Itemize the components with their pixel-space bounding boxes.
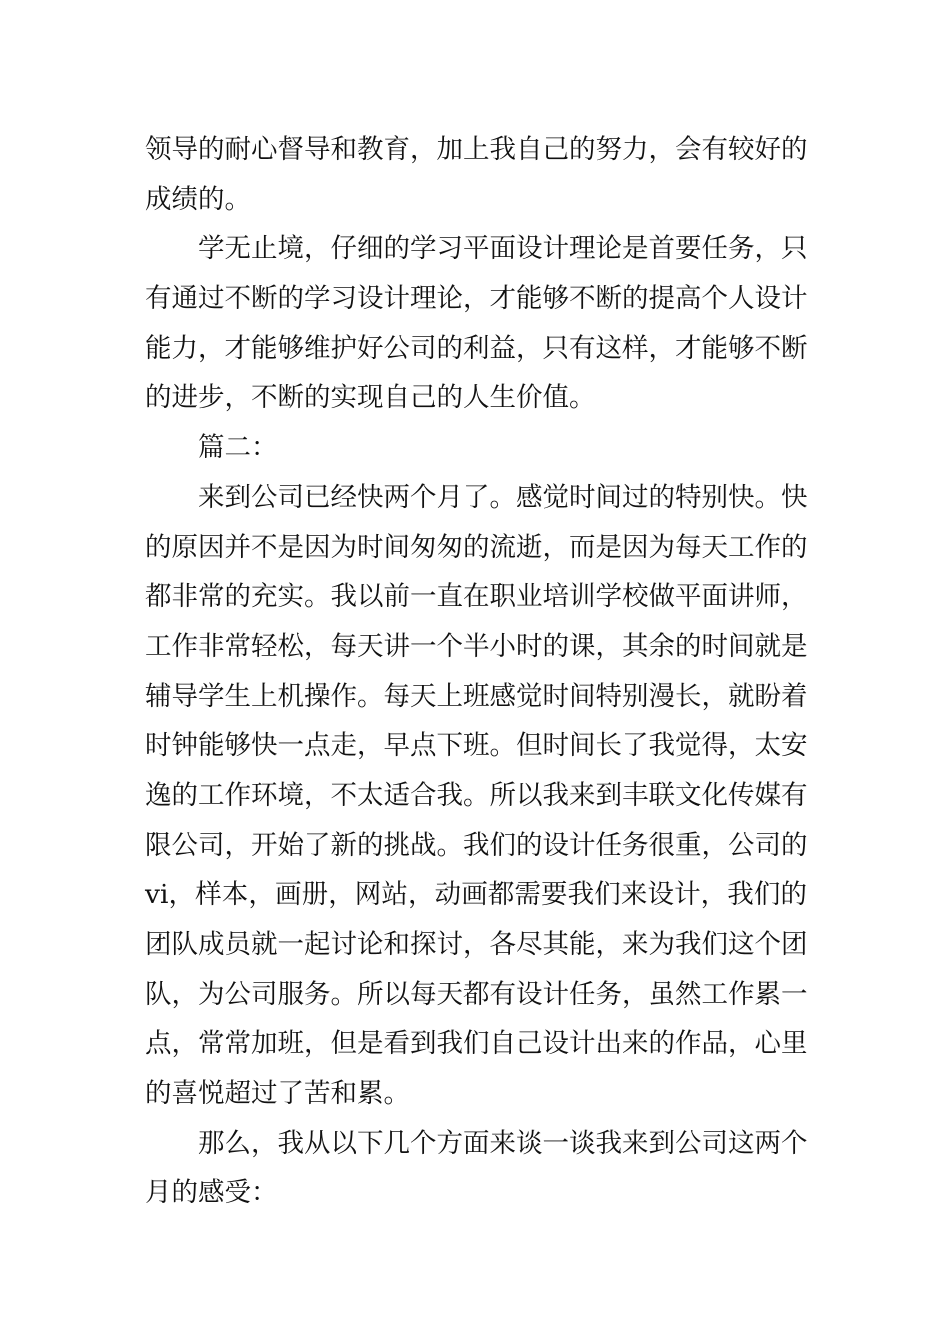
paragraph-line: 月的感受： — [145, 1177, 278, 1209]
paragraph-line: 的进步，不断的实现自己的人生价值。 — [145, 382, 596, 414]
paragraph-line: 辅导学生上机操作。每天上班感觉时间特别漫长，就盼着 — [145, 680, 808, 712]
paragraph-line: 队，为公司服务。所以每天都有设计任务，虽然工作累一 — [145, 978, 808, 1010]
paragraph-line: 学无止境，仔细的学习平面设计理论是首要任务，只 — [198, 233, 808, 265]
paragraph-line: 团队成员就一起讨论和探讨，各尽其能，来为我们这个团 — [145, 929, 808, 960]
paragraph-line: 都非常的充实。我以前一直在职业培训学校做平面讲师， — [145, 581, 808, 613]
paragraph-line: 的原因并不是因为时间匆匆的流逝，而是因为每天工作的 — [145, 531, 808, 563]
paragraph-line: 成绩的。 — [145, 183, 251, 215]
paragraph-line: 领导的耐心督导和教育，加上我自己的努力，会有较好的 — [145, 134, 808, 165]
document-body — [145, 125, 807, 1218]
paragraph-line: 时钟能够快一点走，早点下班。但时间长了我觉得，太安 — [145, 730, 808, 762]
paragraph-line: 点，常常加班，但是看到我们自己设计出来的作品，心里 — [145, 1028, 808, 1060]
paragraph-line: 来到公司已经快两个月了。感觉时间过的特别快。快 — [198, 481, 808, 513]
paragraph-line: 工作非常轻松，每天讲一个半小时的课，其余的时间就是 — [145, 630, 808, 662]
paragraph-line: 逸的工作环境，不太适合我。所以我来到丰联文化传媒有 — [145, 779, 808, 811]
paragraph-line: 限公司，开始了新的挑战。我们的设计任务很重，公司的 — [145, 829, 808, 861]
paragraph-line: vi，样本，画册，网站，动画都需要我们来设计，我们的 — [145, 879, 807, 911]
section-heading: 篇二： — [198, 432, 278, 464]
paragraph-line: 能力，才能够维护好公司的利益，只有这样，才能够不断 — [145, 332, 808, 364]
paragraph-line: 那么，我从以下几个方面来谈一谈我来到公司这两个 — [198, 1127, 808, 1159]
paragraph-line: 有通过不断的学习设计理论，才能够不断的提高个人设计 — [145, 283, 808, 315]
paragraph-line: 的喜悦超过了苦和累。 — [145, 1078, 410, 1110]
